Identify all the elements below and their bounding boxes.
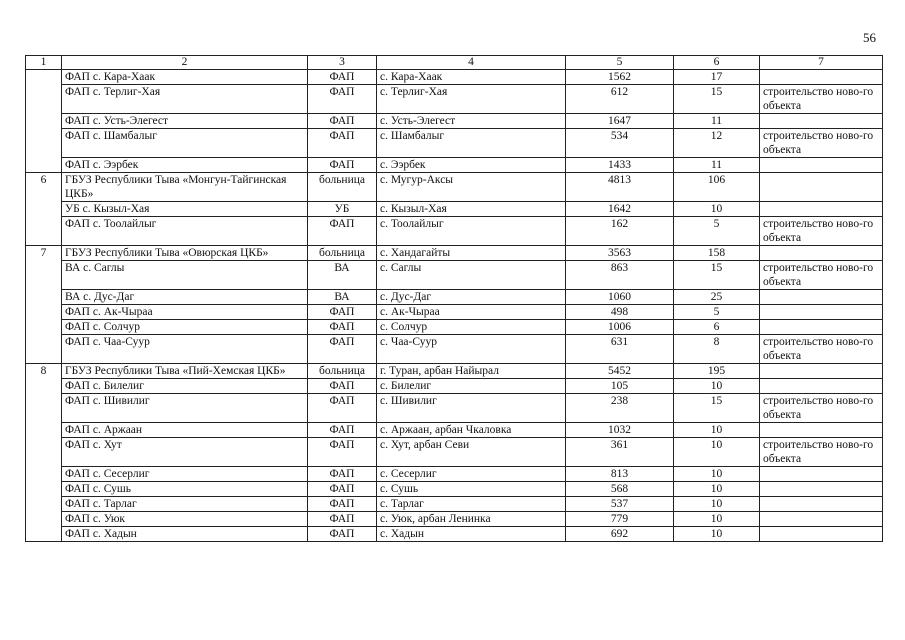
table-row [26,173,883,202]
facility-name: ФАП с. Шамбалыг [62,129,308,158]
value-col6: 25 [674,290,760,305]
value-col6: 10 [674,423,760,438]
value-col5: 692 [566,527,674,542]
table-row [26,246,883,261]
facility-name: ФАП с. Тоолайлыг [62,217,308,246]
facility-name: ФАП с. Терлиг-Хая [62,85,308,114]
facility-name: ФАП с. Хут [62,438,308,467]
note [760,158,883,173]
value-col6: 10 [674,202,760,217]
note [760,202,883,217]
table-row [26,85,883,114]
table-row [26,364,883,379]
value-col6: 10 [674,527,760,542]
value-col6: 11 [674,158,760,173]
row-number [26,482,62,497]
note [760,173,883,202]
row-number [26,335,62,364]
value-col5: 4813 [566,173,674,202]
location: с. Сесерлиг [377,467,566,482]
value-col5: 568 [566,482,674,497]
row-number [26,217,62,246]
note: строительство ново-го объекта [760,335,883,364]
value-col5: 779 [566,512,674,527]
facility-type: ВА [308,261,377,290]
column-header: 1 [26,56,62,70]
value-col6: 5 [674,217,760,246]
value-col6: 15 [674,394,760,423]
value-col5: 813 [566,467,674,482]
facility-name: ФАП с. Аржаан [62,423,308,438]
table-row [26,305,883,320]
facility-name: УБ с. Кызыл-Хая [62,202,308,217]
note [760,379,883,394]
row-number: 7 [26,246,62,261]
value-col5: 1006 [566,320,674,335]
table-row [26,527,883,542]
facility-name: ФАП с. Сесерлиг [62,467,308,482]
table-row [26,512,883,527]
value-col6: 106 [674,173,760,202]
row-number [26,290,62,305]
table-row [26,129,883,158]
location: с. Тарлаг [377,497,566,512]
facilities-table [25,55,883,542]
location: с. Аржаан, арбан Чкаловка [377,423,566,438]
facility-type: ВА [308,290,377,305]
note [760,482,883,497]
facility-name: ГБУЗ Республики Тыва «Овюрская ЦКБ» [62,246,308,261]
column-header: 7 [760,56,883,70]
location: с. Кара-Хаак [377,70,566,85]
facility-type: больница [308,364,377,379]
location: с. Кызыл-Хая [377,202,566,217]
table-row [26,261,883,290]
table-row [26,114,883,129]
facility-type: ФАП [308,335,377,364]
table-row [26,497,883,512]
row-number [26,512,62,527]
row-number [26,261,62,290]
location: с. Ээрбек [377,158,566,173]
row-number [26,438,62,467]
value-col6: 195 [674,364,760,379]
facility-name: ФАП с. Уюк [62,512,308,527]
facility-name: ФАП с. Шивилиг [62,394,308,423]
value-col6: 11 [674,114,760,129]
facility-name: ФАП с. Тарлаг [62,497,308,512]
location: с. Усть-Элегест [377,114,566,129]
note [760,320,883,335]
location: г. Туран, арбан Найырал [377,364,566,379]
facility-type: больница [308,246,377,261]
table-row [26,290,883,305]
location: с. Саглы [377,261,566,290]
value-col6: 10 [674,467,760,482]
facility-type: УБ [308,202,377,217]
value-col6: 15 [674,261,760,290]
value-col5: 498 [566,305,674,320]
facility-name: ФАП с. Ак-Чыраа [62,305,308,320]
value-col5: 162 [566,217,674,246]
column-header: 2 [62,56,308,70]
value-col6: 5 [674,305,760,320]
table-row [26,438,883,467]
note: строительство ново-го объекта [760,438,883,467]
location: с. Тоолайлыг [377,217,566,246]
table-header-row [26,56,883,70]
value-col5: 534 [566,129,674,158]
note: строительство ново-го объекта [760,217,883,246]
facility-type: больница [308,173,377,202]
location: с. Шамбалыг [377,129,566,158]
note [760,423,883,438]
row-number [26,114,62,129]
value-col5: 1060 [566,290,674,305]
row-number: 6 [26,173,62,202]
row-number [26,527,62,542]
value-col5: 1433 [566,158,674,173]
facility-type: ФАП [308,85,377,114]
location: с. Сушь [377,482,566,497]
facility-name: ГБУЗ Республики Тыва «Монгун-Тайгинская ЦКБ» [62,173,308,202]
location: с. Шивилиг [377,394,566,423]
row-number [26,379,62,394]
facility-type: ФАП [308,467,377,482]
facility-name: ВА с. Дус-Даг [62,290,308,305]
location: с. Уюк, арбан Ленинка [377,512,566,527]
location: с. Хадын [377,527,566,542]
note: строительство ново-го объекта [760,261,883,290]
facility-type: ФАП [308,70,377,85]
facility-name: ФАП с. Солчур [62,320,308,335]
table-row [26,379,883,394]
note: строительство ново-го объекта [760,394,883,423]
facility-type: ФАП [308,394,377,423]
value-col6: 6 [674,320,760,335]
note: строительство ново-го объекта [760,129,883,158]
table-row [26,217,883,246]
value-col6: 15 [674,85,760,114]
value-col5: 5452 [566,364,674,379]
row-number [26,85,62,114]
note [760,305,883,320]
location: с. Дус-Даг [377,290,566,305]
location: с. Солчур [377,320,566,335]
note [760,246,883,261]
value-col6: 17 [674,70,760,85]
facility-name: ФАП с. Билелиг [62,379,308,394]
value-col6: 10 [674,482,760,497]
note [760,527,883,542]
note [760,290,883,305]
column-header: 3 [308,56,377,70]
location: с. Терлиг-Хая [377,85,566,114]
facility-type: ФАП [308,217,377,246]
note: строительство ново-го объекта [760,85,883,114]
row-number [26,467,62,482]
note [760,497,883,512]
table-row [26,70,883,85]
facility-type: ФАП [308,482,377,497]
row-number [26,305,62,320]
row-number [26,320,62,335]
facility-name: ФАП с. Усть-Элегест [62,114,308,129]
value-col5: 3563 [566,246,674,261]
table-row [26,423,883,438]
facility-type: ФАП [308,527,377,542]
facility-type: ФАП [308,512,377,527]
row-number [26,129,62,158]
value-col6: 10 [674,438,760,467]
value-col5: 1032 [566,423,674,438]
value-col5: 612 [566,85,674,114]
value-col5: 1647 [566,114,674,129]
value-col6: 10 [674,379,760,394]
location: с. Ак-Чыраа [377,305,566,320]
row-number [26,202,62,217]
facility-type: ФАП [308,129,377,158]
facility-type: ФАП [308,497,377,512]
location: с. Мугур-Аксы [377,173,566,202]
facility-name: ФАП с. Чаа-Суур [62,335,308,364]
facility-type: ФАП [308,114,377,129]
value-col5: 631 [566,335,674,364]
row-number: 8 [26,364,62,379]
facility-name: ФАП с. Хадын [62,527,308,542]
facility-name: ГБУЗ Республики Тыва «Пий-Хемская ЦКБ» [62,364,308,379]
facility-type: ФАП [308,158,377,173]
value-col5: 863 [566,261,674,290]
facility-type: ФАП [308,320,377,335]
location: с. Хандагайты [377,246,566,261]
table-row [26,320,883,335]
table-row [26,335,883,364]
table-row [26,467,883,482]
column-header: 6 [674,56,760,70]
facility-name: ФАП с. Кара-Хаак [62,70,308,85]
location: с. Чаа-Суур [377,335,566,364]
location: с. Хут, арбан Севи [377,438,566,467]
page-number: 56 [863,30,876,45]
column-header: 4 [377,56,566,70]
note [760,364,883,379]
value-col6: 10 [674,512,760,527]
value-col6: 158 [674,246,760,261]
table-row [26,158,883,173]
facility-name: ВА с. Саглы [62,261,308,290]
row-number [26,423,62,438]
value-col5: 1562 [566,70,674,85]
facility-type: ФАП [308,379,377,394]
location: с. Билелиг [377,379,566,394]
note [760,114,883,129]
note [760,70,883,85]
value-col5: 361 [566,438,674,467]
value-col5: 105 [566,379,674,394]
value-col6: 12 [674,129,760,158]
table-row [26,394,883,423]
facility-name: ФАП с. Ээрбек [62,158,308,173]
note [760,512,883,527]
value-col6: 8 [674,335,760,364]
facility-type: ФАП [308,305,377,320]
note [760,467,883,482]
row-number [26,497,62,512]
row-number [26,394,62,423]
facility-type: ФАП [308,438,377,467]
value-col6: 10 [674,497,760,512]
row-number [26,70,62,85]
column-header: 5 [566,56,674,70]
value-col5: 537 [566,497,674,512]
table-row [26,482,883,497]
facility-type: ФАП [308,423,377,438]
table-row [26,202,883,217]
value-col5: 238 [566,394,674,423]
row-number [26,158,62,173]
value-col5: 1642 [566,202,674,217]
facility-name: ФАП с. Сушь [62,482,308,497]
